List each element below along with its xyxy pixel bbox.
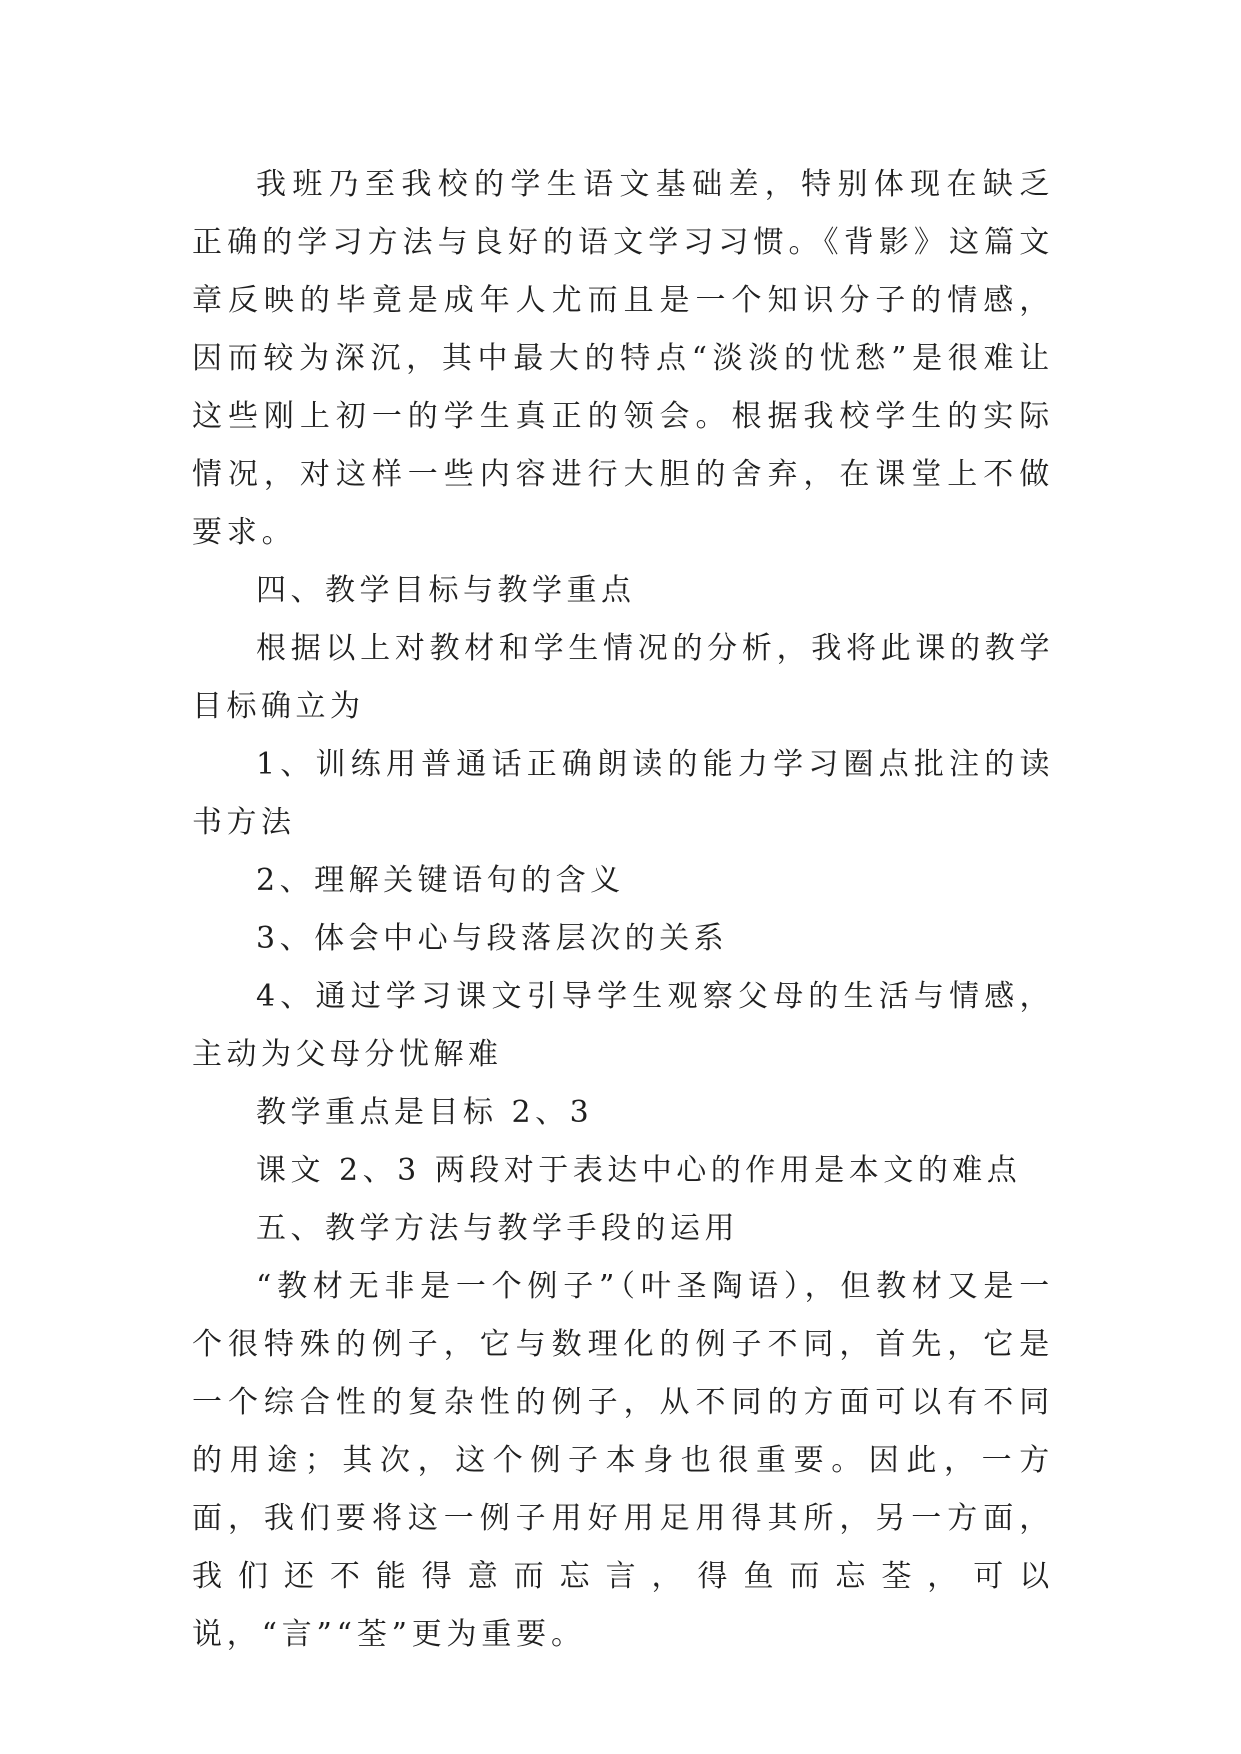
list-item-goal-4: 4、通过学习课文引导学生观察父母的生活与情感，主动为父母分忧解难: [192, 979, 1054, 1072]
list-item-goal-1: 1、训练用普通话正确朗读的能力学习圈点批注的读书方法: [192, 747, 1054, 840]
list-item-goal-2: 2、理解关键语句的含义: [256, 863, 625, 898]
section-heading-goals: 四、教学目标与教学重点: [256, 573, 636, 608]
list-item-goal-3: 3、体会中心与段落层次的关系: [256, 921, 729, 956]
paragraph-student-analysis: 我班乃至我校的学生语文基础差，特别体现在缺乏正确的学习方法与良好的语文学习习惯。《背影》这篇文章反映的毕竟是成年人尤而且是一个知识分子的情感，因而较为深沉，其中最大的特点“淡淡的忧愁”是很难让这些刚上初一的学生真正的领会。根据我校学生的实际情况，对这样一些内容进行大胆的舍弃，在课堂上不做要求。: [192, 167, 1054, 550]
section-heading-methods: 五、教学方法与教学手段的运用: [256, 1211, 739, 1246]
paragraph-key-points: 教学重点是目标 2、3: [256, 1095, 594, 1130]
paragraph-goals-intro: 根据以上对教材和学生情况的分析，我将此课的教学目标确立为: [192, 631, 1054, 724]
paragraph-methods: “教材无非是一个例子”（叶圣陶语），但教材又是一个很特殊的例子，它与数理化的例子不同，首先，它是一个综合性的复杂性的例子，从不同的方面可以有不同的用途；其次，这个例子本身也很重要。因此，一方面，我们要将这一例子用好用足用得其所，另一方面，我们还不能得意而忘言，得鱼而忘荃，可以说，“言”“荃”更为重要。: [192, 1269, 1054, 1652]
paragraph-difficulty: 课文 2、3 两段对于表达中心的作用是本文的难点: [256, 1153, 1022, 1188]
document-body: [192, 156, 1054, 1664]
